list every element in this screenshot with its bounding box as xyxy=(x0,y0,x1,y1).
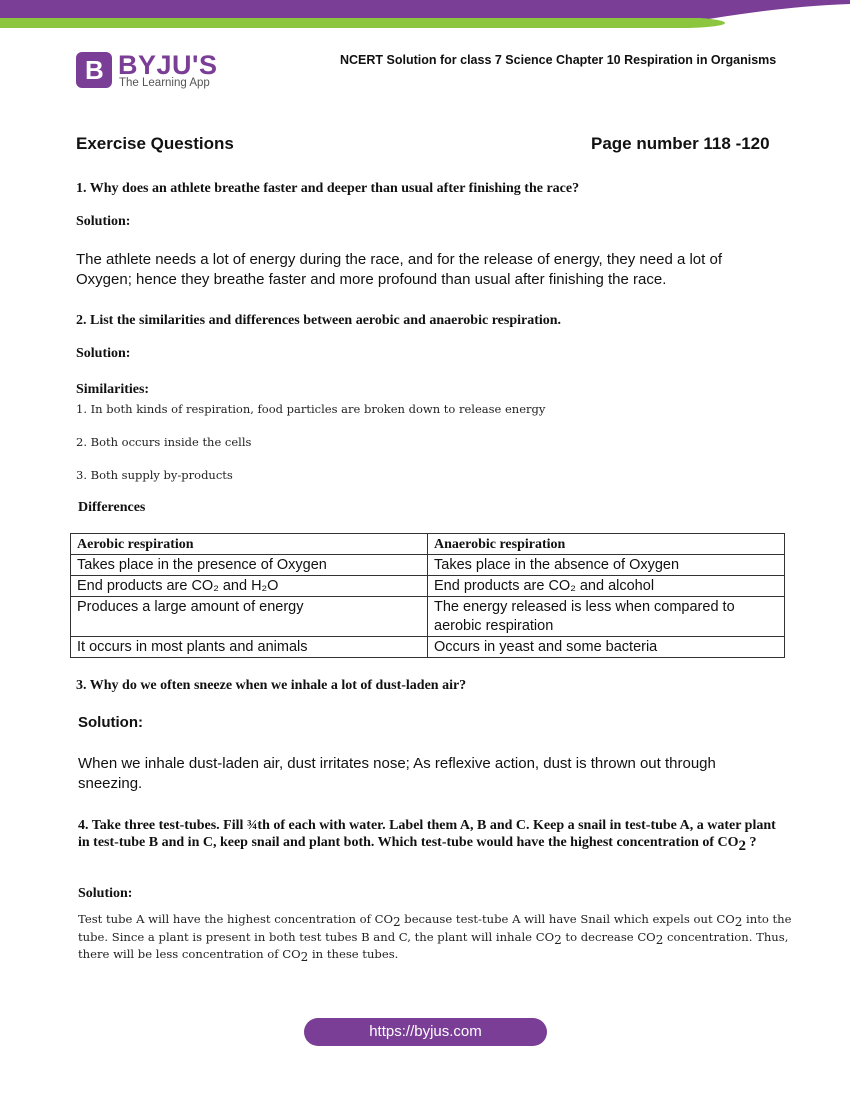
table-cell: End products are CO₂ and alcohol xyxy=(428,576,785,597)
answer-3: When we inhale dust-laden air, dust irritates nose; As reflexive action, dust is thrown out through sneezing. xyxy=(78,755,716,792)
answer-4-text: because test-tube A will have Snail which expels out CO xyxy=(400,912,735,926)
top-decorative-band xyxy=(0,0,850,32)
question-4-subscript: 2 xyxy=(738,838,747,854)
question-1: 1. Why does an athlete breathe faster and deeper than usual after finishing the race? xyxy=(76,181,580,196)
table-cell: End products are CO₂ and H₂O xyxy=(71,576,428,597)
footer-url-link[interactable]: https://byjus.com xyxy=(304,1018,547,1046)
answer-4-text: Test tube A will have the highest concentration of CO xyxy=(78,912,393,926)
question-3: 3. Why do we often sneeze when we inhale a lot of dust-laden air? xyxy=(76,678,467,693)
table-cell: Produces a large amount of energy xyxy=(71,597,428,637)
document-header-title: NCERT Solution for class 7 Science Chapter 10 Respiration in Organisms xyxy=(340,53,777,67)
table-cell: It occurs in most plants and animals xyxy=(71,637,428,658)
logo-brand-name: BYJU'S xyxy=(118,50,218,80)
answer-4-text: into the tube. Since a plant is present in both test tubes B and C, the plant will inhale CO xyxy=(78,912,792,944)
logo-tagline: The Learning App xyxy=(119,77,210,89)
solution-label-4: Solution: xyxy=(78,886,133,901)
similarity-item: 2. Both occurs inside the cells xyxy=(76,435,252,449)
solution-label-3: Solution: xyxy=(78,714,143,731)
answer-4-subscript: 2 xyxy=(655,932,664,947)
table-row xyxy=(71,597,785,637)
table-cell: The energy released is less when compared to aerobic respiration xyxy=(428,597,785,637)
section-title: Exercise Questions xyxy=(76,134,234,153)
differences-table xyxy=(70,533,785,658)
differences-label: Differences xyxy=(78,500,146,515)
answer-4-subscript: 2 xyxy=(300,950,309,964)
answer-4-subscript: 2 xyxy=(554,932,562,947)
table-cell: Occurs in yeast and some bacteria xyxy=(428,637,785,658)
table-row xyxy=(71,555,785,576)
byjus-logo xyxy=(76,52,236,92)
answer-4-text: in these tubes. xyxy=(308,947,399,961)
answer-4-text: concentration. Thus, there will be less concentration of CO xyxy=(78,929,789,961)
similarity-item: 1. In both kinds of respiration, food particles are broken down to release energy xyxy=(76,402,546,416)
table-header-cell: Anaerobic respiration xyxy=(428,534,785,555)
similarities-label: Similarities: xyxy=(76,382,150,397)
table-cell: Takes place in the absence of Oxygen xyxy=(428,555,785,576)
question-4 xyxy=(78,817,788,854)
similarity-item: 3. Both supply by-products xyxy=(76,468,233,482)
answer-1: The athlete needs a lot of energy during the race, and for the release of energy, they need a lot of Oxygen; hence they breathe faster and more profound than usual after finishing the race. xyxy=(76,251,722,288)
solution-label-1: Solution: xyxy=(76,214,131,229)
table-header-cell: Aerobic respiration xyxy=(71,534,428,555)
answer-4-subscript: 2 xyxy=(734,915,743,929)
answer-4 xyxy=(78,911,796,964)
question-4-text: 4. Take three test-tubes. Fill ¾th of each with water. Label them A, B and C. Keep a snail in test-tube A, a water plant in test-tube B and in C, keep snail and plant both. Which test-tube would have the highest concentration of CO xyxy=(78,818,776,850)
table-row xyxy=(71,576,785,597)
answer-4-text: to decrease CO xyxy=(561,929,656,944)
question-2: 2. List the similarities and differences between aerobic and anaerobic respiration. xyxy=(76,313,562,328)
table-cell: Takes place in the presence of Oxygen xyxy=(71,555,428,576)
solution-label-2: Solution: xyxy=(76,346,131,361)
answer-4-subscript: 2 xyxy=(392,915,401,929)
logo-mark: B xyxy=(76,52,112,88)
page-number: Page number 118 -120 xyxy=(591,134,770,153)
table-row xyxy=(71,637,785,658)
question-4-end: ? xyxy=(746,835,757,850)
table-header-row xyxy=(71,534,785,555)
